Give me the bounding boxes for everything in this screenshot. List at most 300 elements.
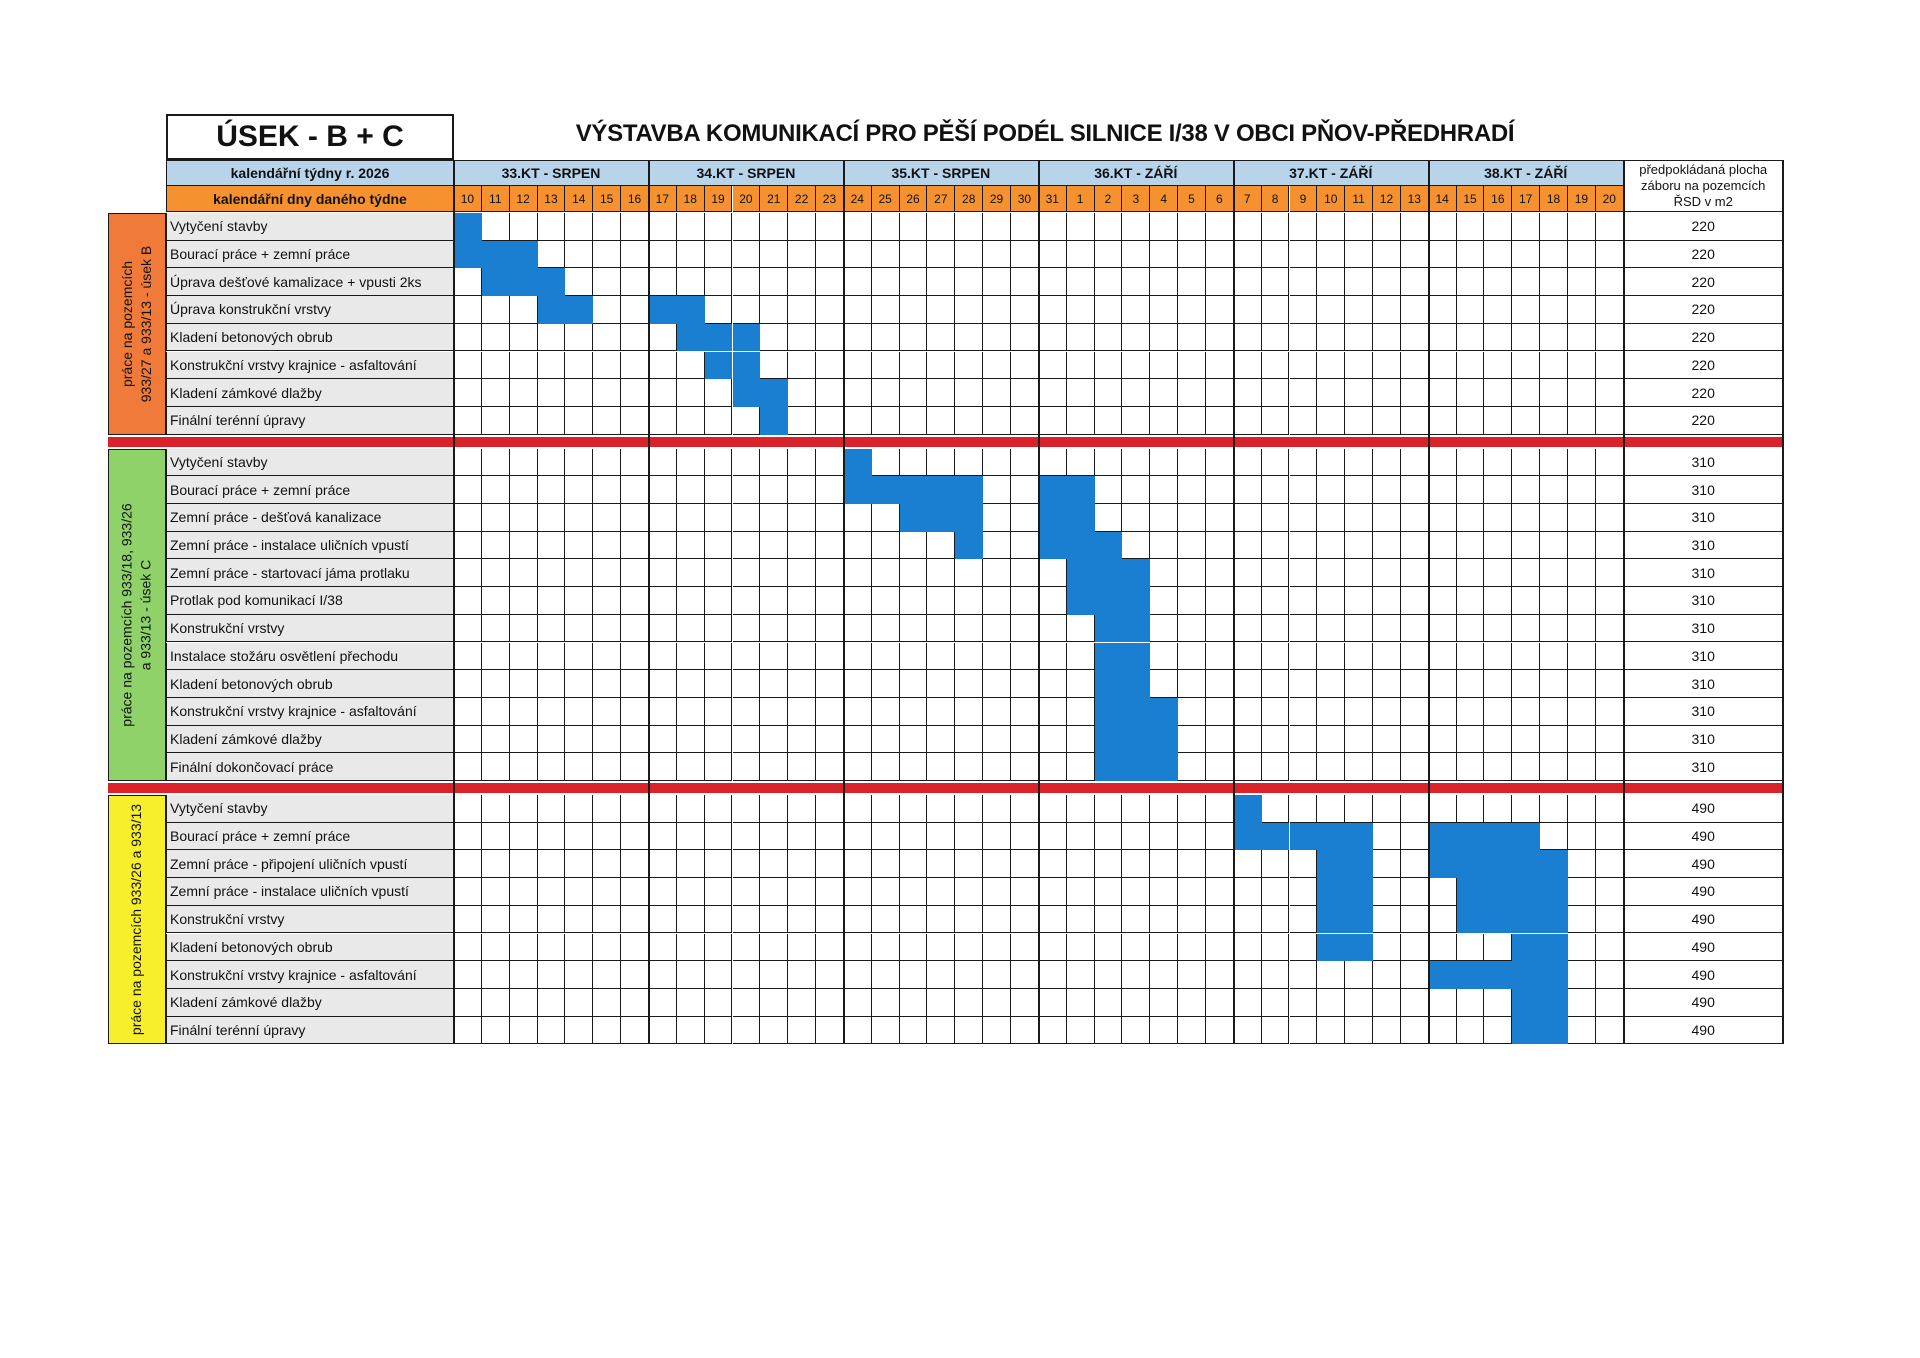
schedule-cell: [872, 878, 900, 906]
schedule-cell: [1484, 587, 1512, 615]
schedule-cell: [1206, 504, 1234, 532]
schedule-cell: [1234, 449, 1262, 477]
schedule-cell: [1512, 241, 1540, 269]
schedule-cell: [454, 643, 482, 671]
schedule-cell: [733, 615, 761, 643]
schedule-cell: [1457, 698, 1485, 726]
schedule-cell-filled: [1122, 643, 1150, 671]
schedule-cell: [1206, 850, 1234, 878]
schedule-cell: [677, 823, 705, 851]
schedule-cell: [1596, 352, 1624, 380]
schedule-cell: [1067, 726, 1095, 754]
schedule-cell: [1067, 934, 1095, 962]
schedule-cell: [565, 268, 593, 296]
schedule-cell: [649, 615, 677, 643]
schedule-cell: [454, 449, 482, 477]
schedule-cell-filled: [1457, 850, 1485, 878]
area-value-cell: [1624, 241, 1784, 269]
schedule-cell: [593, 753, 621, 781]
schedule-cell-filled: [1512, 906, 1540, 934]
day-number: 3: [1132, 191, 1140, 206]
schedule-cell: [593, 379, 621, 407]
schedule-cell: [538, 934, 566, 962]
schedule-cell: [1122, 934, 1150, 962]
schedule-cell: [760, 449, 788, 477]
schedule-cell: [1596, 906, 1624, 934]
schedule-cell: [482, 961, 510, 989]
schedule-cell: [593, 352, 621, 380]
schedule-cell: [1290, 352, 1318, 380]
schedule-cell: [1457, 449, 1485, 477]
schedule-cell-filled: [844, 449, 872, 477]
schedule-cell-filled: [1429, 823, 1457, 851]
schedule-cell: [1429, 559, 1457, 587]
schedule-cell: [1596, 324, 1624, 352]
schedule-cell: [816, 643, 844, 671]
area-value-cell: [1624, 670, 1784, 698]
schedule-cell: [1345, 643, 1373, 671]
schedule-cell: [844, 906, 872, 934]
schedule-cell-filled: [1429, 850, 1457, 878]
schedule-cell: [593, 643, 621, 671]
schedule-cell: [538, 726, 566, 754]
schedule-cell: [1484, 296, 1512, 324]
schedule-cell: [705, 850, 733, 878]
area-value-cell: [1624, 726, 1784, 754]
schedule-cell: [1345, 795, 1373, 823]
schedule-cell: [1095, 989, 1123, 1017]
schedule-cell: [816, 615, 844, 643]
schedule-cell: [1122, 906, 1150, 934]
schedule-cell: [1039, 241, 1067, 269]
area-value: 490: [1691, 883, 1715, 900]
schedule-cell: [1150, 587, 1178, 615]
schedule-cell: [621, 878, 649, 906]
schedule-cell: [927, 823, 955, 851]
schedule-cell: [1206, 961, 1234, 989]
schedule-cell: [1067, 324, 1095, 352]
schedule-cell: [733, 1017, 761, 1045]
schedule-cell: [1039, 268, 1067, 296]
schedule-cell: [844, 989, 872, 1017]
schedule-cell: [538, 615, 566, 643]
schedule-cell: [677, 934, 705, 962]
task-name: Kladení betonových obrub: [170, 675, 333, 692]
schedule-cell: [482, 532, 510, 560]
schedule-cell: [983, 823, 1011, 851]
schedule-cell: [705, 268, 733, 296]
schedule-cell: [1317, 698, 1345, 726]
schedule-cell: [538, 379, 566, 407]
schedule-cell: [1011, 989, 1039, 1017]
schedule-cell: [1484, 753, 1512, 781]
schedule-cell: [1596, 213, 1624, 241]
schedule-cell: [1011, 670, 1039, 698]
schedule-cell: [1039, 934, 1067, 962]
schedule-cell: [1234, 407, 1262, 435]
schedule-cell: [1039, 296, 1067, 324]
area-value: 310: [1691, 481, 1715, 498]
schedule-cell: [1457, 352, 1485, 380]
schedule-cell: [1596, 961, 1624, 989]
schedule-cell-filled: [1234, 795, 1262, 823]
schedule-cell: [565, 906, 593, 934]
day-header: [705, 186, 733, 212]
task-name: Konstrukční vrstvy: [170, 620, 285, 637]
schedule-cell: [872, 934, 900, 962]
schedule-cell: [1234, 961, 1262, 989]
schedule-cell-filled: [1345, 934, 1373, 962]
schedule-cell: [1234, 587, 1262, 615]
schedule-cell: [816, 823, 844, 851]
schedule-cell: [649, 823, 677, 851]
schedule-cell: [788, 532, 816, 560]
schedule-cell: [1345, 407, 1373, 435]
schedule-cell: [1150, 532, 1178, 560]
schedule-cell: [649, 906, 677, 934]
schedule-cell: [1262, 379, 1290, 407]
schedule-cell: [788, 795, 816, 823]
schedule-cell: [454, 407, 482, 435]
schedule-cell: [649, 989, 677, 1017]
schedule-cell: [1568, 296, 1596, 324]
schedule-cell: [1457, 407, 1485, 435]
schedule-cell: [844, 268, 872, 296]
schedule-cell: [1290, 296, 1318, 324]
schedule-cell: [760, 587, 788, 615]
schedule-cell: [1011, 823, 1039, 851]
schedule-cell: [1484, 615, 1512, 643]
schedule-cell: [1011, 906, 1039, 934]
schedule-cell-filled: [1484, 906, 1512, 934]
schedule-cell: [1540, 268, 1568, 296]
schedule-cell: [565, 753, 593, 781]
schedule-cell: [1067, 1017, 1095, 1045]
schedule-cell: [1206, 1017, 1234, 1045]
schedule-cell: [1373, 587, 1401, 615]
schedule-cell: [621, 241, 649, 269]
schedule-cell: [1178, 961, 1206, 989]
schedule-cell: [454, 850, 482, 878]
schedule-cell: [621, 934, 649, 962]
task-name: Konstrukční vrstvy krajnice - asfaltování: [170, 966, 417, 983]
schedule-cell: [1095, 379, 1123, 407]
week-header: [454, 160, 649, 186]
day-header: [565, 186, 593, 212]
schedule-cell: [593, 268, 621, 296]
section-label: ÚSEK - B + C: [216, 120, 404, 153]
schedule-cell: [593, 878, 621, 906]
schedule-cell: [760, 352, 788, 380]
schedule-cell: [1373, 823, 1401, 851]
schedule-cell: [593, 726, 621, 754]
schedule-cell: [1039, 989, 1067, 1017]
schedule-cell: [1039, 559, 1067, 587]
schedule-cell: [1596, 587, 1624, 615]
schedule-cell: [565, 698, 593, 726]
schedule-cell: [1150, 823, 1178, 851]
schedule-cell: [621, 296, 649, 324]
schedule-cell: [900, 1017, 928, 1045]
schedule-cell: [705, 753, 733, 781]
schedule-cell: [482, 476, 510, 504]
day-number: 28: [962, 191, 976, 206]
task-name-cell: [166, 213, 454, 241]
schedule-cell: [1290, 726, 1318, 754]
area-value: 490: [1691, 911, 1715, 928]
schedule-cell: [1039, 670, 1067, 698]
schedule-cell: [1512, 296, 1540, 324]
schedule-cell: [760, 961, 788, 989]
task-name-cell: [166, 906, 454, 934]
schedule-cell: [705, 504, 733, 532]
schedule-cell: [816, 850, 844, 878]
schedule-cell: [983, 352, 1011, 380]
schedule-cell: [454, 961, 482, 989]
schedule-cell: [788, 324, 816, 352]
schedule-cell: [1401, 961, 1429, 989]
schedule-cell: [1122, 878, 1150, 906]
schedule-cell: [1317, 795, 1345, 823]
schedule-cell: [1457, 795, 1485, 823]
days-row-label: [166, 186, 454, 212]
day-number: 19: [711, 191, 725, 206]
schedule-cell: [927, 615, 955, 643]
schedule-cell: [1290, 379, 1318, 407]
schedule-cell: [1345, 1017, 1373, 1045]
schedule-cell: [760, 878, 788, 906]
area-value: 310: [1691, 647, 1715, 664]
schedule-cell: [677, 559, 705, 587]
schedule-cell: [1262, 324, 1290, 352]
schedule-cell: [1206, 878, 1234, 906]
group-label-line: práce na pozemcích 933/18, 933/26: [119, 503, 136, 727]
schedule-cell-filled: [1262, 823, 1290, 851]
area-right-border: [1782, 160, 1784, 1044]
schedule-cell: [733, 476, 761, 504]
schedule-cell: [593, 213, 621, 241]
schedule-cell: [788, 268, 816, 296]
schedule-cell: [900, 407, 928, 435]
schedule-cell: [1457, 379, 1485, 407]
schedule-cell: [649, 878, 677, 906]
schedule-cell: [983, 559, 1011, 587]
schedule-cell: [1150, 643, 1178, 671]
schedule-cell: [1206, 587, 1234, 615]
schedule-cell: [1345, 213, 1373, 241]
task-name-cell: [166, 352, 454, 380]
schedule-cell: [1317, 407, 1345, 435]
schedule-cell: [788, 379, 816, 407]
schedule-cell: [1290, 559, 1318, 587]
schedule-cell: [1095, 296, 1123, 324]
group-separator: [108, 783, 1784, 793]
schedule-cell: [733, 587, 761, 615]
day-header: [1290, 186, 1318, 212]
schedule-cell: [677, 213, 705, 241]
day-number: 15: [1463, 191, 1477, 206]
schedule-cell: [1596, 878, 1624, 906]
schedule-cell: [1039, 795, 1067, 823]
schedule-cell: [677, 906, 705, 934]
schedule-cell: [1039, 213, 1067, 241]
schedule-cell: [705, 726, 733, 754]
schedule-cell: [1011, 532, 1039, 560]
schedule-cell: [1373, 726, 1401, 754]
schedule-cell: [1373, 324, 1401, 352]
schedule-cell: [983, 670, 1011, 698]
schedule-cell: [1178, 587, 1206, 615]
task-name: Finální dokončovací práce: [170, 758, 334, 775]
schedule-cell: [1568, 698, 1596, 726]
schedule-cell: [677, 268, 705, 296]
schedule-cell: [510, 906, 538, 934]
schedule-cell: [1067, 989, 1095, 1017]
schedule-cell: [983, 449, 1011, 477]
schedule-cell: [927, 961, 955, 989]
schedule-cell: [482, 213, 510, 241]
schedule-cell: [733, 296, 761, 324]
area-value: 220: [1691, 412, 1715, 429]
schedule-cell: [1484, 449, 1512, 477]
area-value: 310: [1691, 675, 1715, 692]
schedule-cell: [1373, 753, 1401, 781]
area-header-line: předpokládaná plocha: [1639, 162, 1768, 177]
schedule-cell: [677, 753, 705, 781]
schedule-cell: [454, 726, 482, 754]
schedule-cell: [1373, 615, 1401, 643]
schedule-cell: [872, 670, 900, 698]
schedule-cell: [454, 268, 482, 296]
task-name: Kladení zámkové dlažby: [170, 730, 322, 747]
schedule-cell: [1178, 906, 1206, 934]
schedule-cell: [1484, 559, 1512, 587]
schedule-cell: [1262, 559, 1290, 587]
area-value-cell: [1624, 532, 1784, 560]
schedule-cell: [1039, 407, 1067, 435]
schedule-cell: [1011, 643, 1039, 671]
schedule-cell: [538, 241, 566, 269]
schedule-cell: [510, 989, 538, 1017]
schedule-cell: [649, 324, 677, 352]
schedule-cell: [1011, 1017, 1039, 1045]
week-header-label: 35.KT - SRPEN: [891, 165, 991, 181]
schedule-cell: [593, 823, 621, 851]
week-divider: [1038, 160, 1040, 1044]
area-value-cell: [1624, 753, 1784, 781]
schedule-cell: [1095, 476, 1123, 504]
schedule-cell: [1345, 241, 1373, 269]
schedule-cell-filled: [1122, 670, 1150, 698]
page-title: VÝSTAVBA KOMUNIKACÍ PRO PĚŠÍ PODÉL SILNICE I/38 V OBCI PŇOV-PŘEDHRADÍ: [575, 120, 1515, 147]
schedule-cell: [1512, 559, 1540, 587]
day-number: 20: [739, 191, 753, 206]
schedule-cell: [1234, 698, 1262, 726]
schedule-cell: [621, 268, 649, 296]
group-label: [128, 804, 147, 1035]
schedule-cell: [788, 559, 816, 587]
schedule-cell: [1512, 698, 1540, 726]
task-name: Konstrukční vrstvy krajnice - asfaltování: [170, 703, 417, 720]
schedule-cell: [1011, 559, 1039, 587]
group-label-line: 933/27 a 933/13 - úsek B: [138, 245, 155, 403]
task-name: Kladení zámkové dlažby: [170, 384, 322, 401]
schedule-cell: [1457, 643, 1485, 671]
day-number: 27: [934, 191, 948, 206]
schedule-cell: [1401, 850, 1429, 878]
schedule-cell: [649, 643, 677, 671]
schedule-cell: [1484, 670, 1512, 698]
schedule-cell: [760, 753, 788, 781]
schedule-cell: [955, 449, 983, 477]
day-number: 12: [516, 191, 530, 206]
area-value-cell: [1624, 1017, 1784, 1045]
schedule-cell: [538, 449, 566, 477]
task-name: Finální terénní úpravy: [170, 1021, 306, 1038]
schedule-cell: [1345, 961, 1373, 989]
schedule-cell-filled: [733, 324, 761, 352]
schedule-cell: [538, 476, 566, 504]
schedule-cell: [677, 504, 705, 532]
schedule-cell: [454, 753, 482, 781]
task-name-cell: [166, 961, 454, 989]
schedule-cell: [872, 213, 900, 241]
schedule-cell: [538, 559, 566, 587]
day-number: 13: [1407, 191, 1421, 206]
schedule-cell-filled: [1512, 878, 1540, 906]
schedule-cell: [1234, 379, 1262, 407]
schedule-cell: [1262, 504, 1290, 532]
schedule-cell-filled: [1540, 934, 1568, 962]
task-name-cell: [166, 559, 454, 587]
schedule-cell-filled: [1039, 532, 1067, 560]
schedule-cell: [649, 352, 677, 380]
day-number: 13: [544, 191, 558, 206]
schedule-cell: [1484, 213, 1512, 241]
schedule-cell: [1317, 753, 1345, 781]
schedule-cell: [1401, 241, 1429, 269]
schedule-cell: [1429, 268, 1457, 296]
schedule-cell: [1234, 753, 1262, 781]
day-number: 14: [572, 191, 586, 206]
schedule-cell: [454, 352, 482, 380]
schedule-cell: [1596, 476, 1624, 504]
schedule-cell: [1568, 559, 1596, 587]
schedule-cell-filled: [1457, 878, 1485, 906]
schedule-cell: [565, 504, 593, 532]
schedule-cell: [1317, 352, 1345, 380]
schedule-cell: [593, 961, 621, 989]
schedule-cell-filled: [955, 532, 983, 560]
schedule-cell: [983, 504, 1011, 532]
schedule-cell: [1429, 241, 1457, 269]
schedule-cell: [927, 449, 955, 477]
day-header: [1011, 186, 1039, 212]
schedule-cell: [1122, 989, 1150, 1017]
task-name-cell: [166, 407, 454, 435]
schedule-cell: [1512, 726, 1540, 754]
task-name-cell: [166, 989, 454, 1017]
schedule-cell: [1178, 878, 1206, 906]
schedule-cell: [788, 352, 816, 380]
schedule-cell: [705, 823, 733, 851]
task-name: Zemní práce - připojení uličních vpustí: [170, 855, 408, 872]
schedule-cell: [1429, 698, 1457, 726]
schedule-cell: [1373, 449, 1401, 477]
schedule-cell: [1122, 324, 1150, 352]
schedule-cell: [1596, 615, 1624, 643]
schedule-cell: [565, 1017, 593, 1045]
